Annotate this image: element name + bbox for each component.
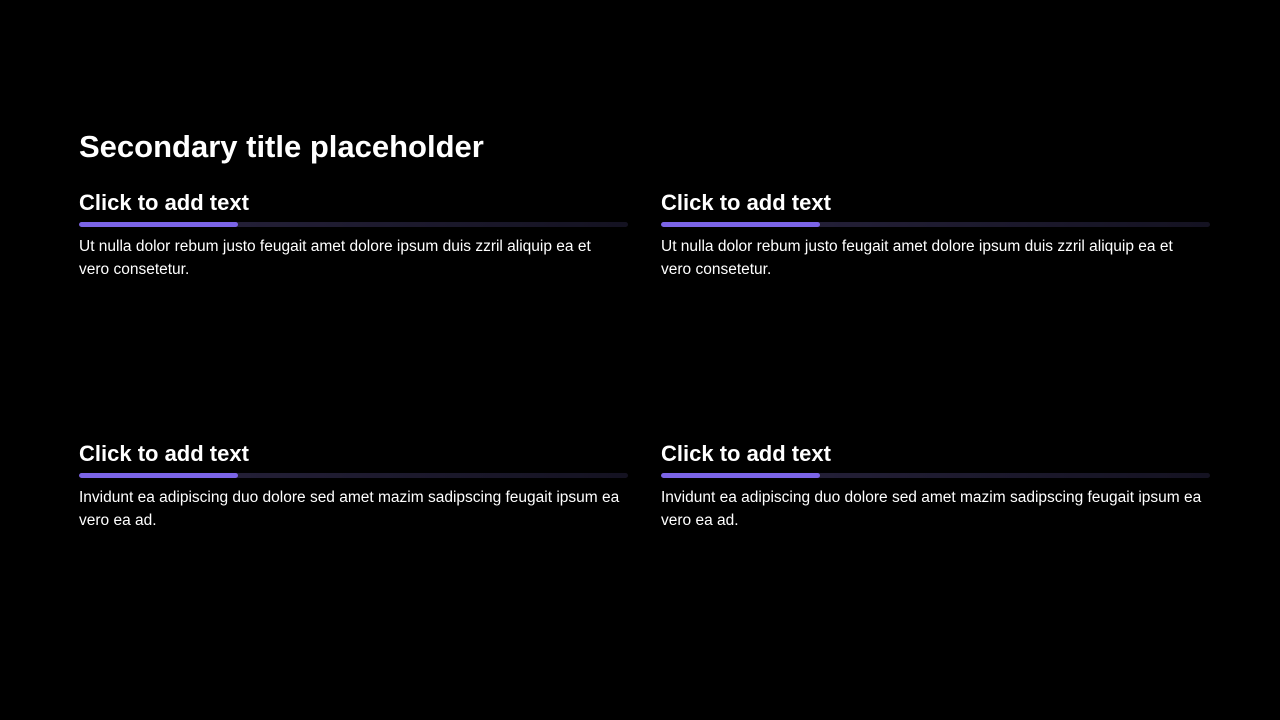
progress-bar <box>79 473 628 478</box>
progress-bar <box>661 473 1210 478</box>
text-card-top-right <box>661 189 1210 281</box>
card-heading[interactable]: Click to add text <box>661 441 831 466</box>
card-body-text[interactable]: Ut nulla dolor rebum justo feugait amet dolore ipsum duis zzril aliquip ea et vero consetetur. <box>79 238 591 278</box>
card-heading[interactable]: Click to add text <box>79 441 249 466</box>
slide-title[interactable]: Secondary title placeholder <box>79 129 484 164</box>
text-card-bottom-left <box>79 440 628 532</box>
card-heading[interactable]: Click to add text <box>79 190 249 215</box>
card-body-text[interactable]: Ut nulla dolor rebum justo feugait amet dolore ipsum duis zzril aliquip ea et vero consetetur. <box>661 238 1173 278</box>
progress-bar <box>661 222 1210 227</box>
progress-bar-fill <box>661 473 820 478</box>
card-heading[interactable]: Click to add text <box>661 190 831 215</box>
text-card-top-left <box>79 189 628 281</box>
progress-bar-fill <box>661 222 820 227</box>
card-body-text[interactable]: Invidunt ea adipiscing duo dolore sed amet mazim sadipscing feugait ipsum ea vero ea ad. <box>79 489 620 529</box>
card-body-text[interactable]: Invidunt ea adipiscing duo dolore sed amet mazim sadipscing feugait ipsum ea vero ea ad. <box>661 489 1202 529</box>
progress-bar-fill <box>79 222 238 227</box>
progress-bar-fill <box>79 473 238 478</box>
progress-bar <box>79 222 628 227</box>
text-card-bottom-right <box>661 440 1210 532</box>
